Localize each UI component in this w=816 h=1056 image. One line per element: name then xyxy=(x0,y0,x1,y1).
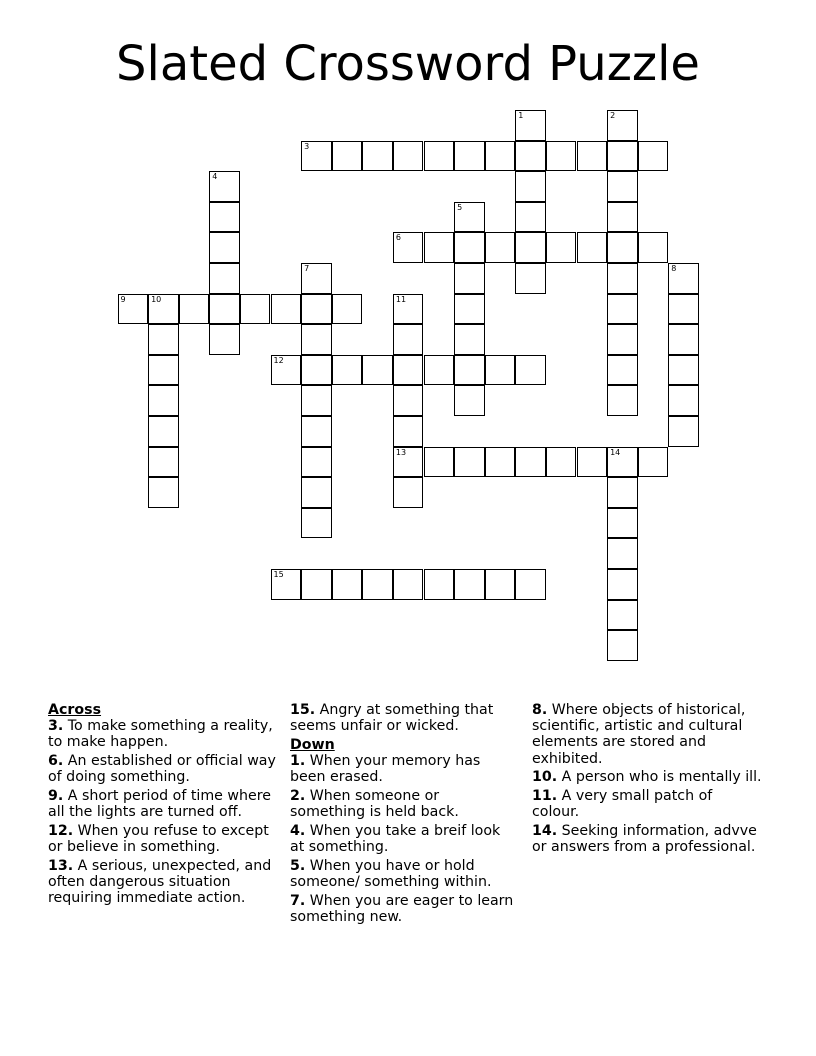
grid-cell[interactable] xyxy=(301,355,332,386)
clue-down-7: 7. When you are eager to learn something new. xyxy=(290,892,514,925)
clue-number: 12 xyxy=(273,355,284,365)
grid-cell[interactable] xyxy=(301,324,332,355)
grid-cell[interactable] xyxy=(301,477,332,508)
clue-number: 6 xyxy=(395,233,401,243)
grid-cell[interactable] xyxy=(607,447,638,478)
grid-cell[interactable] xyxy=(454,232,485,263)
grid-cell[interactable] xyxy=(515,202,546,233)
grid-cell[interactable] xyxy=(393,324,424,355)
page-title: Slated Crossword Puzzle xyxy=(116,36,700,92)
clue-number: 9 xyxy=(120,294,126,304)
grid-cell[interactable] xyxy=(301,141,332,172)
grid-cell[interactable] xyxy=(332,141,363,172)
grid-cell[interactable] xyxy=(301,416,332,447)
clues-column-3 xyxy=(532,702,762,858)
clue-down-8: 8. Where objects of historical, scientific, artistic and cultural elements are stored and exhibited. xyxy=(532,702,746,767)
grid-cell[interactable] xyxy=(362,569,393,600)
grid-cell[interactable] xyxy=(607,171,638,202)
clue-across-9: 9. A short period of time where all the lights are turned off. xyxy=(48,788,271,821)
grid-cell[interactable] xyxy=(577,141,608,172)
grid-cell[interactable] xyxy=(209,324,240,355)
grid-cell[interactable] xyxy=(301,385,332,416)
grid-cell[interactable] xyxy=(393,477,424,508)
grid-cell[interactable] xyxy=(485,141,516,172)
grid-cell[interactable] xyxy=(148,324,179,355)
clues-column-1 xyxy=(48,702,280,909)
grid-cell[interactable] xyxy=(454,324,485,355)
grid-cell[interactable] xyxy=(148,447,179,478)
grid-cell[interactable] xyxy=(607,477,638,508)
grid-cell[interactable] xyxy=(424,447,455,478)
grid-cell[interactable] xyxy=(668,355,699,386)
grid-cell[interactable] xyxy=(393,355,424,386)
grid-cell[interactable] xyxy=(148,416,179,447)
clue-number: 14 xyxy=(610,447,621,457)
grid-cell[interactable] xyxy=(485,447,516,478)
clue-down-4: 4. When you take a breif look at something. xyxy=(290,822,501,856)
clue-down-1: 1. When your memory has been erased. xyxy=(290,753,481,786)
grid-cell[interactable] xyxy=(362,355,393,386)
grid-cell[interactable] xyxy=(148,385,179,416)
clue-number: 3 xyxy=(304,141,310,151)
grid-cell[interactable] xyxy=(454,355,485,386)
grid-cell[interactable] xyxy=(546,232,577,263)
grid-cell[interactable] xyxy=(668,324,699,355)
grid-cell[interactable] xyxy=(271,355,302,386)
grid-cell[interactable] xyxy=(515,569,546,600)
grid-cell[interactable] xyxy=(393,569,424,600)
grid-cell[interactable] xyxy=(668,416,699,447)
grid-cell[interactable] xyxy=(148,355,179,386)
grid-cell[interactable] xyxy=(454,385,485,416)
grid-cell[interactable] xyxy=(209,232,240,263)
grid-cell[interactable] xyxy=(393,141,424,172)
grid-cell[interactable] xyxy=(301,508,332,539)
grid-cell[interactable] xyxy=(546,447,577,478)
grid-cell[interactable] xyxy=(668,263,699,294)
grid-cell[interactable] xyxy=(485,355,516,386)
clue-number: 10 xyxy=(151,294,162,304)
clue-number: 8 xyxy=(671,264,677,273)
grid-cell[interactable] xyxy=(209,263,240,294)
clue-number: 7 xyxy=(304,264,310,273)
grid-cell[interactable] xyxy=(607,385,638,416)
grid-cell[interactable] xyxy=(454,141,485,172)
grid-cell[interactable] xyxy=(454,294,485,325)
grid-cell[interactable] xyxy=(301,263,332,294)
grid-cell[interactable] xyxy=(454,202,485,233)
grid-cell[interactable] xyxy=(607,294,638,325)
grid-cell[interactable] xyxy=(607,324,638,355)
grid-cell[interactable] xyxy=(607,202,638,233)
clue-down-10: 10. A person who is mentally ill. xyxy=(532,769,762,786)
grid-cell[interactable] xyxy=(515,171,546,202)
grid-cell[interactable] xyxy=(638,232,669,263)
grid-cell[interactable] xyxy=(607,110,638,141)
grid-cell[interactable] xyxy=(301,569,332,600)
grid-cell[interactable] xyxy=(301,294,332,325)
grid-cell[interactable] xyxy=(607,232,638,263)
grid-cell[interactable] xyxy=(209,294,240,325)
grid-cell[interactable] xyxy=(638,447,669,478)
clue-across-3: 3. To make something a reality, to make happen. xyxy=(48,718,273,751)
grid-cell[interactable] xyxy=(209,202,240,233)
grid-cell[interactable] xyxy=(515,110,546,141)
grid-cell[interactable] xyxy=(424,569,455,600)
grid-cell[interactable] xyxy=(668,385,699,416)
grid-cell[interactable] xyxy=(577,232,608,263)
clue-number: 2 xyxy=(610,111,616,120)
grid-cell[interactable] xyxy=(332,294,363,325)
grid-cell[interactable] xyxy=(515,355,546,386)
grid-cell[interactable] xyxy=(515,232,546,263)
grid-cell[interactable] xyxy=(607,538,638,569)
grid-cell[interactable] xyxy=(393,447,424,478)
grid-cell[interactable] xyxy=(515,263,546,294)
grid-cell[interactable] xyxy=(607,569,638,600)
grid-cell[interactable] xyxy=(393,294,424,325)
grid-cell[interactable] xyxy=(454,569,485,600)
clue-number: 13 xyxy=(395,447,407,457)
clue-across-15: 15. Angry at something that seems unfair or wicked. xyxy=(290,702,494,735)
grid-cell[interactable] xyxy=(148,477,179,508)
grid-cell[interactable] xyxy=(271,569,302,600)
grid-cell[interactable] xyxy=(362,141,393,172)
grid-cell[interactable] xyxy=(638,141,669,172)
grid-cell[interactable] xyxy=(607,630,638,661)
clue-across-6: 6. An established or official way of doing something. xyxy=(48,753,276,786)
grid-cell[interactable] xyxy=(393,416,424,447)
grid-cell[interactable] xyxy=(577,447,608,478)
clue-down-2: 2. When someone or something is held back. xyxy=(290,788,459,821)
grid-cell[interactable] xyxy=(393,385,424,416)
grid-cell[interactable] xyxy=(546,141,577,172)
grid-cell[interactable] xyxy=(454,263,485,294)
grid-cell[interactable] xyxy=(515,447,546,478)
grid-cell[interactable] xyxy=(240,294,271,325)
clue-across-12: 12. When you refuse to except or believe in something. xyxy=(48,822,269,856)
grid-cell[interactable] xyxy=(393,232,424,263)
grid-cell[interactable] xyxy=(668,294,699,325)
grid-cell[interactable] xyxy=(607,355,638,386)
grid-cell[interactable] xyxy=(424,355,455,386)
grid-cell[interactable] xyxy=(332,569,363,600)
grid-cell[interactable] xyxy=(332,355,363,386)
clues-column-2 xyxy=(290,702,514,928)
clue-number: 11 xyxy=(395,294,407,304)
grid-cell[interactable] xyxy=(271,294,302,325)
grid-cell[interactable] xyxy=(607,600,638,631)
clue-number: 1 xyxy=(518,111,524,120)
grid-cell[interactable] xyxy=(179,294,210,325)
clue-down-11: 11. A very small patch of colour. xyxy=(532,788,713,821)
clue-number: 15 xyxy=(273,570,284,579)
clue-across-13: 13. A serious, unexpected, and often dangerous situation requiring immediate action. xyxy=(48,857,272,907)
grid-cell[interactable] xyxy=(118,294,149,325)
grid-cell[interactable] xyxy=(424,141,455,172)
grid-cell[interactable] xyxy=(454,447,485,478)
across-heading: Across xyxy=(48,702,102,718)
grid-cell[interactable] xyxy=(607,263,638,294)
grid-cell[interactable] xyxy=(607,141,638,172)
grid-cell[interactable] xyxy=(485,232,516,263)
grid-cell[interactable] xyxy=(607,508,638,539)
clue-down-5: 5. When you have or hold someone/ something within. xyxy=(290,857,492,891)
clue-number: 5 xyxy=(457,202,463,212)
clue-down-14: 14. Seeking information, advve or answers from a professional. xyxy=(532,822,757,856)
grid-cell[interactable] xyxy=(515,141,546,172)
down-heading: Down xyxy=(290,736,335,753)
grid-cell[interactable] xyxy=(301,447,332,478)
clue-number: 4 xyxy=(212,172,218,182)
grid-cell[interactable] xyxy=(424,232,455,263)
grid-cell[interactable] xyxy=(209,171,240,202)
grid-cell[interactable] xyxy=(148,294,179,325)
grid-cell[interactable] xyxy=(485,569,516,600)
